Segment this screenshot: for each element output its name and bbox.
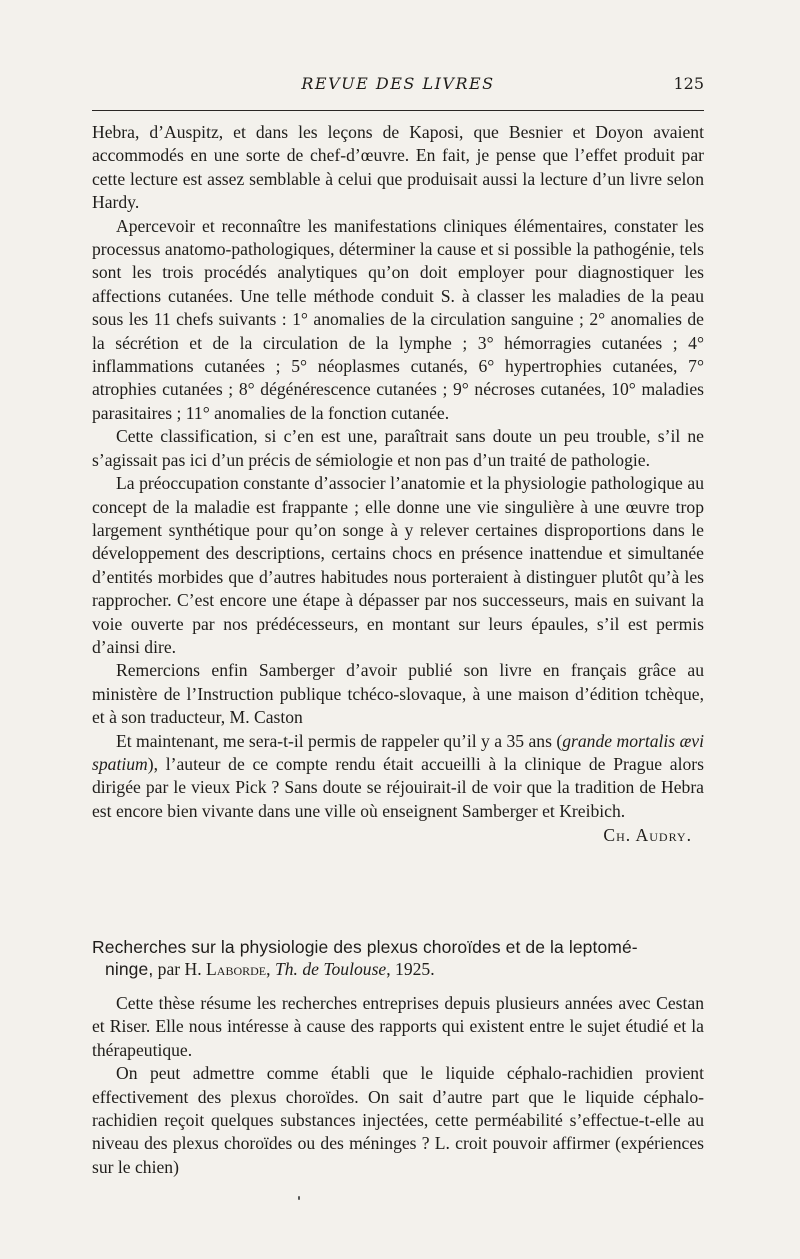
paragraph-6-before: Et maintenant, me sera-t-il permis de rappeler qu’il y a 35 ans ( [116,730,563,751]
paragraph-6-after: ), l’auteur de ce compte rendu était accueilli à la clinique de Prague alors dirigée par le vieux Pick ? Sans doute se réjouirait-il de voir que la tradition de Hebra est encore bien vivante dans une ville où enseignent Samberger et Kreibich. [92,753,704,821]
page-header [92,74,704,100]
review-title-line1: Recherches sur la physiologie des plexus choroïdes et de la leptomé- [92,937,638,957]
review-paragraph-1: Cette thèse résume les recherches entreprises depuis plusieurs années avec Cestan et Riser. Elle nous intéresse à cause des rapports qui existent entre le sujet étudié et la thérapeutique. [92,993,704,1060]
next-review [92,936,704,1179]
paragraph-2: Apercevoir et reconnaître les manifestations cliniques élémentaires, constater les processus anatomo-pathologiques, déterminer la cause et si possible la pathogénie, tels sont les trois procédés analytiques qu’on doit employer pour diagnostiquer les affections cutanées. Une telle méthode conduit S. à classer les maladies de la peau sous les 11 chefs suivants : 1° anomalies de la circulation sanguine ; 2° anomalies de la sécrétion et de la circulation de la lymphe ; 3° hémorragies cutanées ; 4° inflammations cutanées ; 5° néoplasmes cutanés, 6° hypertrophies cutanées, 7° atrophies cutanées ; 8° dégénérescence cutanées ; 9° nécroses cutanées, 10° maladies parasitaires ; 11° anomalies de la fonction cutanée. [92,215,704,423]
review-sep: , [266,959,275,979]
review-by: par H. [153,959,207,979]
paragraph-6 [92,730,704,824]
ink-speck [298,1196,300,1200]
review-author: Laborde [206,959,267,979]
review-thesis: Th. de Toulouse [274,959,387,979]
paragraph-4: La préoccupation constante d’associer l’anatomie et la physiologie pathologique au concept de la maladie est frappante ; elle donne une vie singulière à une œuvre trop largement synthétique pour qu’on songe à y relever certaines disproportions dans le développement des descriptions, certains chocs en présence inattendue et simultanée d’entités morbides que d’autres habitudes nous porteraient à distinguer plutôt qu’à les rapprocher. C’est encore une étape à dépasser par nos successeurs, mais en suivant la voie ouverte par nos prédécesseurs, en montant sur leurs épaules, s’il est permis d’ainsi dire. [92,473,704,657]
paragraph-3: Cette classification, si c’en est une, paraîtrait sans doute un peu trouble, s’il ne s’agissait pas ici d’un précis de sémiologie et non pas d’un traité de pathologie. [92,426,704,470]
review-title-line2: ninge, [105,959,154,979]
review-paragraph-2: On peut admettre comme établi que le liquide céphalo-rachidien provient effectivement des plexus choroïdes. On sait d’autre part que le liquide céphalo-rachidien reçoit quelques substances injectées, cette perméabilité s’effectue-t-elle au niveau des plexus choroïdes ou des méninges ? L. croit pouvoir affirmer (expériences sur le chien) [92,1063,704,1177]
latin-quote: grande mortalis ævi spatium [92,730,704,774]
running-head: REVUE DES LIVRES [301,74,495,93]
paragraph-1: Hebra, d’Auspitz, et dans les leçons de Kaposi, que Besnier et Doyon avaient accommodés en une sorte de chef-d’œuvre. En fait, je pense que l’effet produit par cette lecture est assez semblable à celui que produisait aussi la lecture d’un livre selon Hardy. [92,122,704,213]
page-number: 125 [673,74,704,93]
paragraph-5: Remercions enfin Samberger d’avoir publié son livre en français grâce au ministère de l’Instruction publique tchéco-slovaque, à une maison d’édition tchèque, et à son traducteur, M. Caston [92,660,704,728]
review-title [92,936,704,980]
review-year: , 1925. [386,959,435,979]
review-continued [92,121,704,848]
signature: Ch. Audry. [603,825,692,846]
header-rule [92,110,704,111]
